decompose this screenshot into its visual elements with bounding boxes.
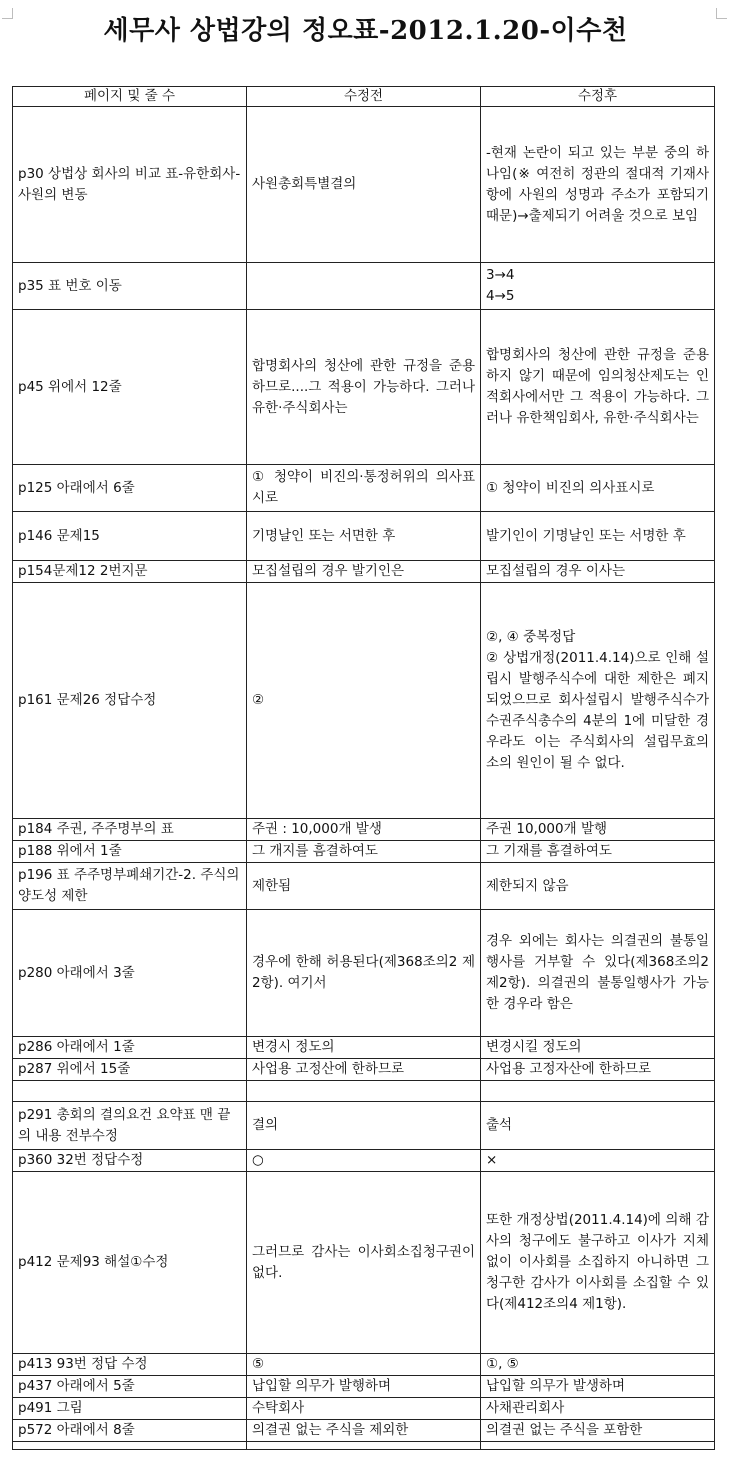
cell-before: 변경시 정도의	[247, 1037, 481, 1059]
cell-page-line	[13, 1081, 247, 1102]
table-row	[13, 512, 715, 561]
table-row	[13, 1150, 715, 1172]
cell-before: 모집설립의 경우 발기인은	[247, 561, 481, 583]
cell-before	[247, 1081, 481, 1102]
cell-page-line: p437 아래에서 5줄	[13, 1376, 247, 1398]
cell-page-line: p35 표 번호 이동	[13, 263, 247, 310]
table-row	[13, 1376, 715, 1398]
page-title: 세무사 상법강의 정오표-2012.1.20-이수천	[103, 16, 628, 46]
cell-after: 또한 개정상법(2011.4.14)에 의해 감사의 청구에도 불구하고 이사가 지체 없이 이사회를 소집하지 아니하면 그 청구한 감사가 이사회를 소집할 수 있다(제412조의4 제1항).	[481, 1172, 715, 1354]
cell-before: 제한됨	[247, 863, 481, 910]
cell-page-line: p286 아래에서 1줄	[13, 1037, 247, 1059]
cell-before: ②	[247, 583, 481, 819]
cell-before: 기명날인 또는 서면한 후	[247, 512, 481, 561]
cell-page-line: p413 93번 정답 수정	[13, 1354, 247, 1376]
cell-before: 결의	[247, 1102, 481, 1150]
cell-after: 제한되지 않음	[481, 863, 715, 910]
cell-after: 경우 외에는 회사는 의결권의 불통일행사를 거부할 수 있다(제368조의2 제2항). 의결권의 불통일행사가 가능한 경우라 함은	[481, 910, 715, 1037]
cell-after: 사채관리회사	[481, 1398, 715, 1420]
cell-page-line: p360 32번 정답수정	[13, 1150, 247, 1172]
cell-after: 모집설립의 경우 이사는	[481, 561, 715, 583]
cell-blank	[481, 1442, 715, 1450]
cell-after: 의결권 없는 주식을 포함한	[481, 1420, 715, 1442]
cell-page-line: p196 표 주주명부폐쇄기간-2. 주식의 양도성 제한	[13, 863, 247, 910]
cell-after: ①, ⑤	[481, 1354, 715, 1376]
cell-page-line: p572 아래에서 8줄	[13, 1420, 247, 1442]
cell-page-line: p287 위에서 15줄	[13, 1059, 247, 1081]
cell-after: 출석	[481, 1102, 715, 1150]
table-row	[13, 1172, 715, 1354]
table-row	[13, 310, 715, 465]
cell-before: 그 개지를 흠결하여도	[247, 841, 481, 863]
table-row	[13, 1081, 715, 1102]
cell-blank	[247, 1442, 481, 1450]
cell-blank	[13, 1442, 247, 1450]
cell-after: ×	[481, 1150, 715, 1172]
cell-before: 경우에 한해 허용된다(제368조의2 제2항). 여기서	[247, 910, 481, 1037]
errata-table	[12, 86, 715, 1450]
cell-before: ○	[247, 1150, 481, 1172]
table-row	[13, 863, 715, 910]
cell-before	[247, 263, 481, 310]
cell-after: -현재 논란이 되고 있는 부분 중의 하나임(※ 여전히 정관의 절대적 기재사항에 사원의 성명과 주소가 포함되기 때문)→출제되기 어려울 것으로 보임	[481, 107, 715, 263]
cell-page-line: p30 상법상 회사의 비교 표-유한회사-사원의 변동	[13, 107, 247, 263]
cell-after: 사업용 고정자산에 한하므로	[481, 1059, 715, 1081]
table-row	[13, 107, 715, 263]
cell-before: ① 청약이 비진의·통정허위의 의사표시로	[247, 465, 481, 512]
table-row	[13, 583, 715, 819]
header-after: 수정후	[481, 87, 715, 107]
table-row	[13, 263, 715, 310]
cell-page-line: p45 위에서 12줄	[13, 310, 247, 465]
header-before: 수정전	[247, 87, 481, 107]
cell-after: 주권 10,000개 발행	[481, 819, 715, 841]
cell-after: 발기인이 기명날인 또는 서명한 후	[481, 512, 715, 561]
cell-page-line: p146 문제15	[13, 512, 247, 561]
table-row	[13, 819, 715, 841]
table-row	[13, 1398, 715, 1420]
cell-after: 납입할 의무가 발생하며	[481, 1376, 715, 1398]
table-row	[13, 465, 715, 512]
cell-page-line: p412 문제93 해설①수정	[13, 1172, 247, 1354]
header-page-line: 페이지 및 줄 수	[13, 87, 247, 107]
cell-after: ① 청약이 비진의 의사표시로	[481, 465, 715, 512]
table-row	[13, 1354, 715, 1376]
cell-page-line: p491 그림	[13, 1398, 247, 1420]
table-row	[13, 1102, 715, 1150]
cell-before: 의결권 없는 주식을 제외한	[247, 1420, 481, 1442]
table-row	[13, 1059, 715, 1081]
table-row	[13, 561, 715, 583]
table-row	[13, 841, 715, 863]
cell-before: 사업용 고정산에 한하므로	[247, 1059, 481, 1081]
table-header-row	[13, 87, 715, 107]
cell-after: ②, ④ 중복정답 ② 상법개정(2011.4.14)으로 인해 설립시 발행주식수에 대한 제한은 폐지되었으므로 회사설립시 발행주식수가 수권주식총수의 4분의 1에 미달한 경우라도 이는 주식회사의 설립무효의 소의 원인이 될 수 없다.	[481, 583, 715, 819]
cell-after: 3→4 4→5	[481, 263, 715, 310]
cell-page-line: p125 아래에서 6줄	[13, 465, 247, 512]
table-row	[13, 1037, 715, 1059]
cell-before: 합명회사의 청산에 관한 규정을 준용하므로....그 적용이 가능하다. 그러나 유한·주식회사는	[247, 310, 481, 465]
cell-after: 변경시킬 정도의	[481, 1037, 715, 1059]
table-row	[13, 910, 715, 1037]
table-row	[13, 1420, 715, 1442]
cell-page-line: p161 문제26 정답수정	[13, 583, 247, 819]
cell-before: 사원총회특별결의	[247, 107, 481, 263]
cell-after: 합명회사의 청산에 관한 규정을 준용하지 않기 때문에 임의청산제도는 인적회사에서만 그 적용이 가능하다. 그러나 유한책임회사, 유한·주식회사는	[481, 310, 715, 465]
cell-before: 납입할 의무가 발행하며	[247, 1376, 481, 1398]
cell-page-line: p188 위에서 1줄	[13, 841, 247, 863]
cell-before: 주권 : 10,000개 발생	[247, 819, 481, 841]
cell-before: 수탁회사	[247, 1398, 481, 1420]
cell-page-line: p291 총회의 결의요건 요약표 맨 끝의 내용 전부수정	[13, 1102, 247, 1150]
cell-after	[481, 1081, 715, 1102]
table-row-blank	[13, 1442, 715, 1450]
cell-after: 그 기재를 흠결하여도	[481, 841, 715, 863]
cell-page-line: p280 아래에서 3줄	[13, 910, 247, 1037]
cell-before: ⑤	[247, 1354, 481, 1376]
cell-page-line: p184 주권, 주주명부의 표	[13, 819, 247, 841]
cell-page-line: p154문제12 2번지문	[13, 561, 247, 583]
cell-before: 그러므로 감사는 이사회소집청구권이 없다.	[247, 1172, 481, 1354]
